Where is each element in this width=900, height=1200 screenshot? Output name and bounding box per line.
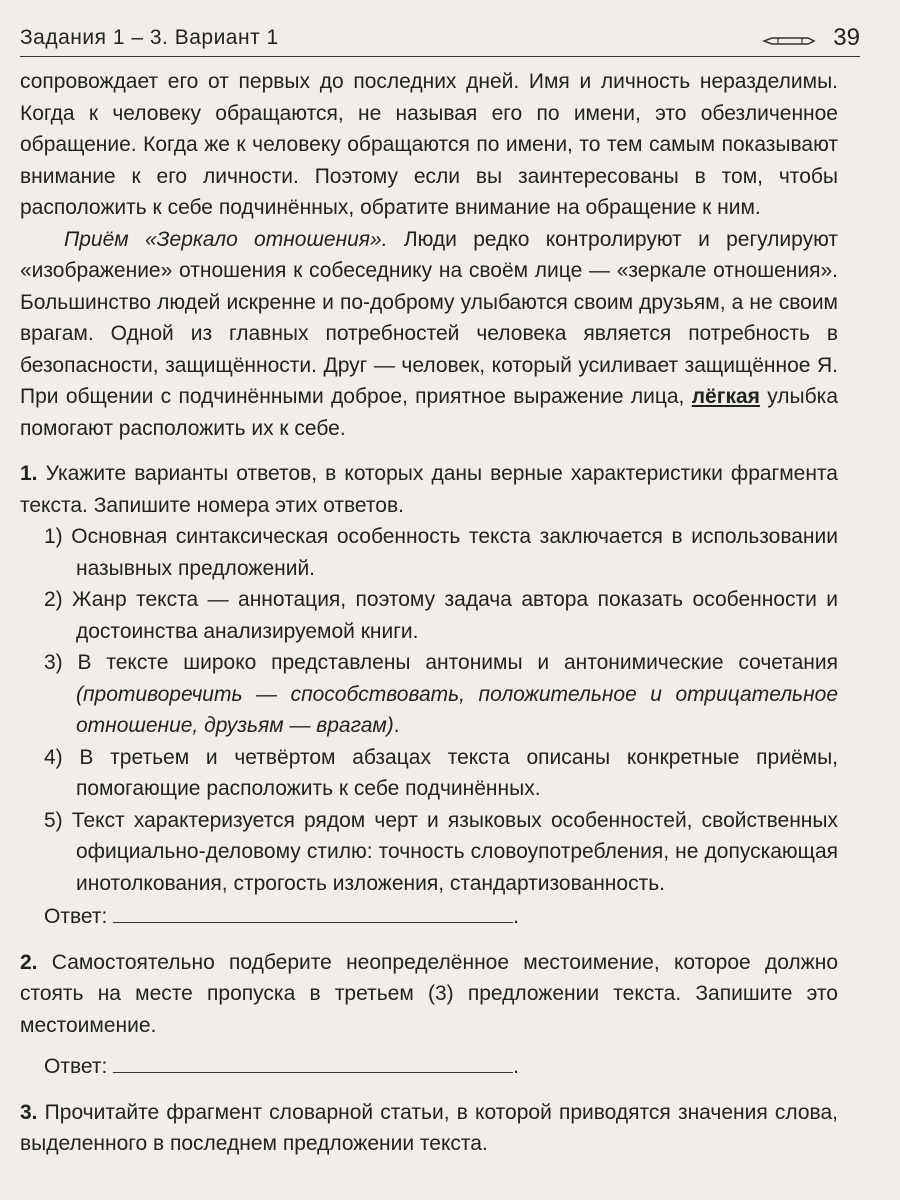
- page-number: 39: [833, 24, 860, 51]
- task-1-answer-field[interactable]: [113, 904, 513, 923]
- task-1-option-3: [44, 647, 838, 742]
- task-1-number: 1.: [20, 462, 38, 485]
- task-1: [20, 458, 838, 933]
- task-1-answer: Ответ: .: [44, 905, 519, 928]
- pen-icon: [762, 34, 816, 48]
- task-1-answer-label: Ответ:: [44, 905, 114, 928]
- task-1-option-3-italic: (противоречить — способствовать, положительное и отрицательное отношение, друзьям — врагам): [76, 682, 838, 737]
- header-title: Задания 1 – 3. Вариант 1: [20, 26, 279, 49]
- task-1-option-4: 4) В третьем и четвёртом абзацах текста описаны конкретные приёмы, помогающие расположить к себе подчинённых.: [44, 745, 838, 800]
- paragraph-2: [20, 224, 838, 445]
- task-2-number: 2.: [20, 950, 38, 974]
- task-3-question: Прочитайте фрагмент словарной статьи, в которой приводятся значения слова, выделенного в последнем предложении текста.: [20, 1100, 838, 1155]
- paragraph-2-body: Люди редко контролируют и регулируют «изображение» отношения к собеседнику на своём лице — «зеркале отношения». Большинство людей искренне и по-доброму улыбаются своим друзьям, а не своим врагам. Одной из главных потребностей человека является потребность в безопасности, защищённости. Друг — человек, который усиливает защищённое Я. При общении с подчинёнными доброе, приятное выражение лица,: [20, 227, 838, 408]
- page-header: [20, 22, 860, 57]
- task-2-answer-field[interactable]: [113, 1054, 513, 1073]
- task-3: [20, 1097, 838, 1160]
- task-1-option-3-end: .: [393, 714, 400, 737]
- task-1-option-1: 1) Основная синтаксическая особенность текста заключается в использовании назывных предложений.: [44, 525, 838, 580]
- page-body: [20, 66, 838, 1160]
- task-1-option-5: 5) Текст характеризуется рядом черт и языковых особенностей, свойственных официально-деловому стилю: точность словоупотребления, не допускающая инотолкования, строгость изложения, стандартизованность.: [44, 808, 838, 895]
- task-2: [20, 947, 838, 1083]
- task-3-number: 3.: [20, 1100, 38, 1124]
- task-2-answer: Ответ: .: [44, 1055, 519, 1078]
- highlighted-word: лёгкая: [691, 385, 760, 408]
- task-2-answer-label: Ответ:: [44, 1055, 114, 1078]
- task-1-option-3-text: 3) В тексте широко представлены антонимы и антонимические сочетания: [44, 651, 838, 674]
- task-1-option-2: 2) Жанр текста — аннотация, поэтому задача автора показать особенности и достоинства анализируемой книги.: [44, 588, 838, 643]
- paragraph-2-title: Приём «Зеркало отношения».: [64, 227, 388, 251]
- paragraph-1: сопровождает его от первых до последних дней. Имя и личность неразделимы. Когда к человеку обращаются, не называя его по имени, это обезличенное обращение. Когда же к человеку обращаются по имени, то тем самым показывают внимание к его личности. Поэтому если вы заинтересованы в том, чтобы расположить к себе подчинённых, обратите внимание на обращение к ним.: [20, 70, 838, 219]
- paragraph-2-end: улыбка помогают расположить их к себе.: [20, 385, 838, 440]
- task-1-question: Укажите варианты ответов, в которых даны верные характеристики фрагмента текста. Запишите номера этих ответов.: [20, 462, 838, 517]
- task-2-question: Самостоятельно подберите неопределённое местоимение, которое должно стоять на месте пропуска в третьем (3) предложении текста. Запишите это местоимение.: [20, 950, 838, 1037]
